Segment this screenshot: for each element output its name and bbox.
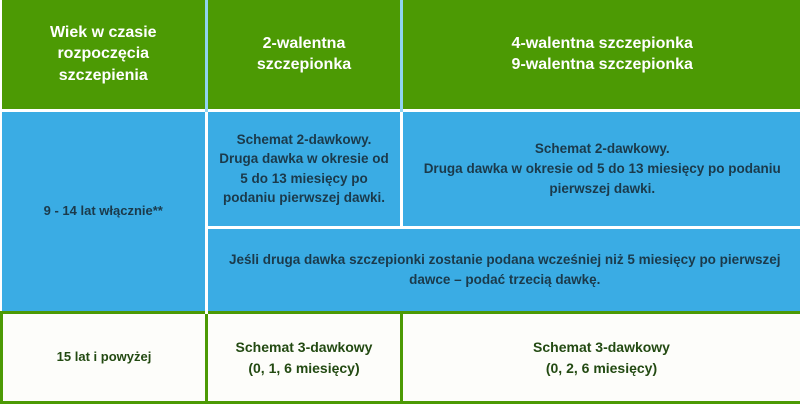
- bivalent-schedule-title: Schemat 2-dawkowy.: [236, 131, 372, 147]
- cell-bivalent-15-plus: [207, 313, 402, 403]
- header-label-age: Wiek w czasie rozpoczęcia szczepienia: [49, 23, 157, 85]
- table-row: [2, 313, 800, 403]
- header-label-quadrivalent: 4-walentna szczepionka: [511, 34, 693, 52]
- header-cell-quadrivalent-nonavalent: [402, 0, 800, 110]
- header-cell-bivalent: [207, 0, 402, 110]
- header-cell-age: [2, 0, 207, 110]
- cell-quadrivalent-9-14: [402, 110, 800, 228]
- cell-bivalent-9-14: [207, 110, 402, 228]
- cell-third-dose-note: [207, 228, 800, 313]
- bivalent-schedule-title: Schemat 3-dawkowy: [235, 339, 373, 356]
- quadrivalent-schedule-detail: (0, 2, 6 miesięcy): [545, 359, 658, 376]
- third-dose-note-text: Jeśli druga dawka szczepionki zostanie podana wcześniej niż 5 miesięcy po pierwszej dawce – podać trzecią dawkę.: [229, 251, 781, 287]
- cell-quadrivalent-15-plus: [402, 313, 800, 403]
- bivalent-schedule-detail: Druga dawka w okresie od 5 do 13 miesięcy po podaniu pierwszej dawki.: [219, 151, 389, 206]
- age-group-label: 9 - 14 lat włącznie**: [43, 202, 163, 218]
- table-header-row: [2, 0, 800, 110]
- quadrivalent-schedule-title: Schemat 3-dawkowy: [533, 339, 670, 356]
- row-label-age-15-plus: [2, 313, 207, 403]
- quadrivalent-schedule-title: Schemat 2-dawkowy.: [534, 141, 670, 157]
- age-group-label: 15 lat i powyżej: [56, 349, 152, 365]
- header-label-bivalent: 2-walentna szczepionka: [256, 34, 352, 74]
- table-row: [2, 110, 800, 228]
- header-label-nonavalent: 9-walentna szczepionka: [511, 56, 693, 74]
- row-label-age-9-14: [2, 110, 207, 313]
- bivalent-schedule-detail: (0, 1, 6 miesięcy): [248, 359, 360, 376]
- quadrivalent-schedule-detail: Druga dawka w okresie od 5 do 13 miesięcy po podaniu pierwszej dawki.: [423, 160, 781, 196]
